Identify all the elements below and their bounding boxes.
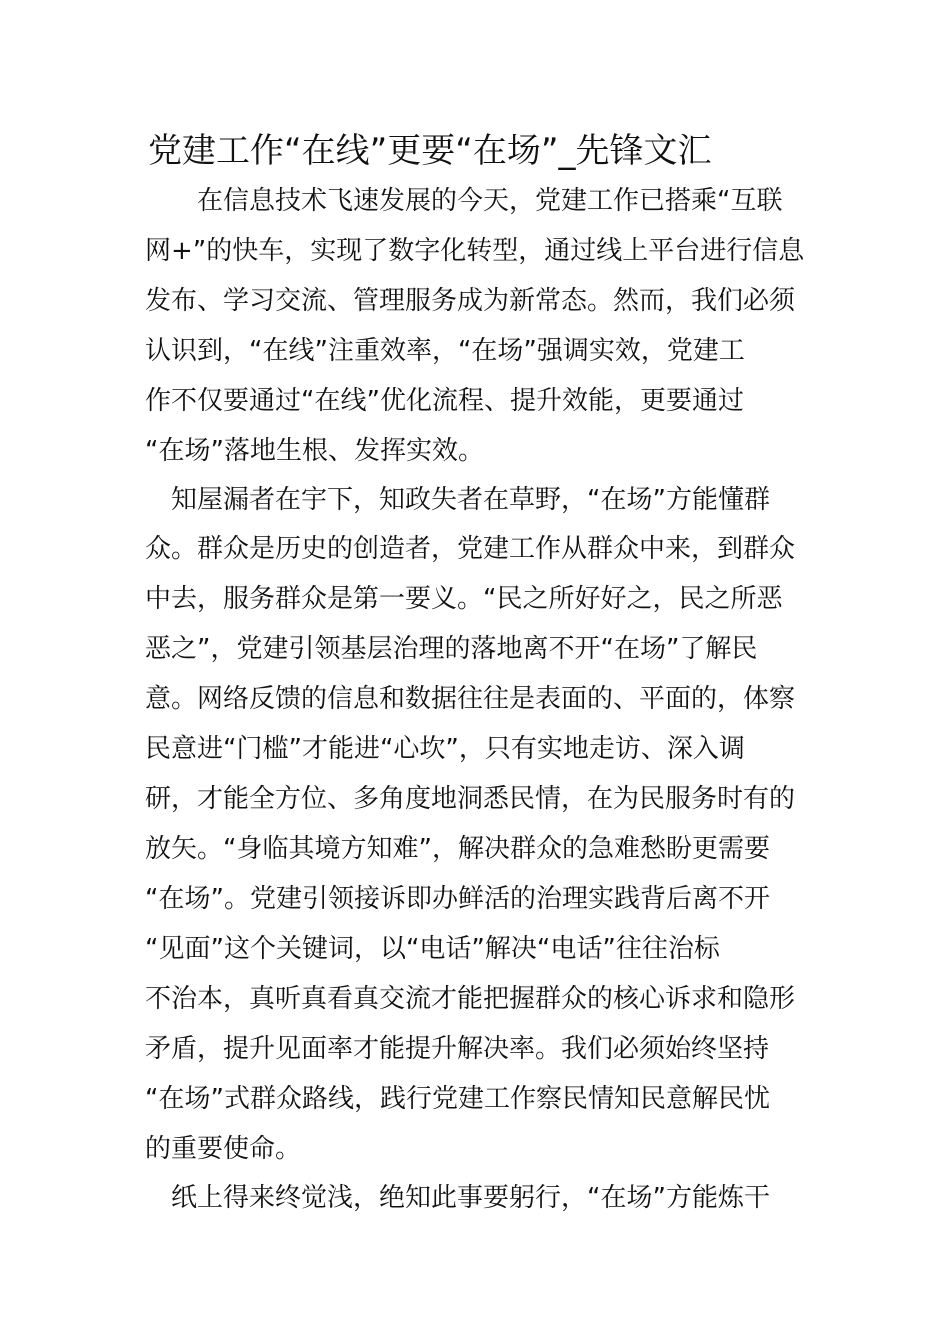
text-line: “在场”。党建引领接诉即办鲜活的治理实践背后离不开	[145, 884, 770, 914]
text-line: 恶之”，党建引领基层治理的落地离不开“在场”了解民	[145, 634, 758, 664]
text-line: 的重要使命。	[145, 1134, 302, 1164]
text-line: 发布、学习交流、管理服务成为新常态。然而，我们必须	[145, 286, 796, 316]
text-line: 矛盾，提升见面率才能提升解决率。我们必须始终坚持	[145, 1034, 770, 1064]
text-line: 放矢。“身临其境方知难”，解决群众的急难愁盼更需要	[145, 834, 770, 864]
text-line: 纸上得来终觉浅，绝知此事要躬行，“在场”方能炼干	[145, 1183, 770, 1213]
text-line: “在场”落地生根、发挥实效。	[145, 436, 484, 466]
text-line: 不治本，真听真看真交流才能把握群众的核心诉求和隐形	[145, 984, 796, 1014]
text-line: 民意进“门槛”才能进“心坎”，只有实地走访、深入调	[145, 734, 745, 764]
text-line: 知屋漏者在宇下，知政失者在草野，“在场”方能懂群	[145, 485, 770, 515]
text-line: 意。网络反馈的信息和数据往往是表面的、平面的，体察	[145, 684, 796, 714]
text-line: 作不仅要通过“在线”优化流程、提升效能，更要通过	[145, 386, 744, 416]
text-line: 中去，服务群众是第一要义。“民之所好好之，民之所恶	[145, 584, 783, 614]
text-line: “见面”这个关键词，以“电话”解决“电话”往往治标	[145, 934, 720, 964]
text-line: 网+”的快车，实现了数字化转型，通过线上平台进行信息	[145, 236, 805, 266]
document-title: 党建工作“在线”更要“在场”_先锋文汇	[148, 131, 712, 171]
text-line: 研，才能全方位、多角度地洞悉民情，在为民服务时有的	[145, 784, 796, 814]
text-line: 在信息技术飞速发展的今天，党建工作已搭乘“互联	[145, 186, 783, 216]
text-line: 众。群众是历史的创造者，党建工作从群众中来，到群众	[145, 534, 796, 564]
text-line: 认识到，“在线”注重效率，“在场”强调实效，党建工	[145, 336, 745, 366]
text-line: “在场”式群众路线，践行党建工作察民情知民意解民忧	[145, 1084, 770, 1114]
